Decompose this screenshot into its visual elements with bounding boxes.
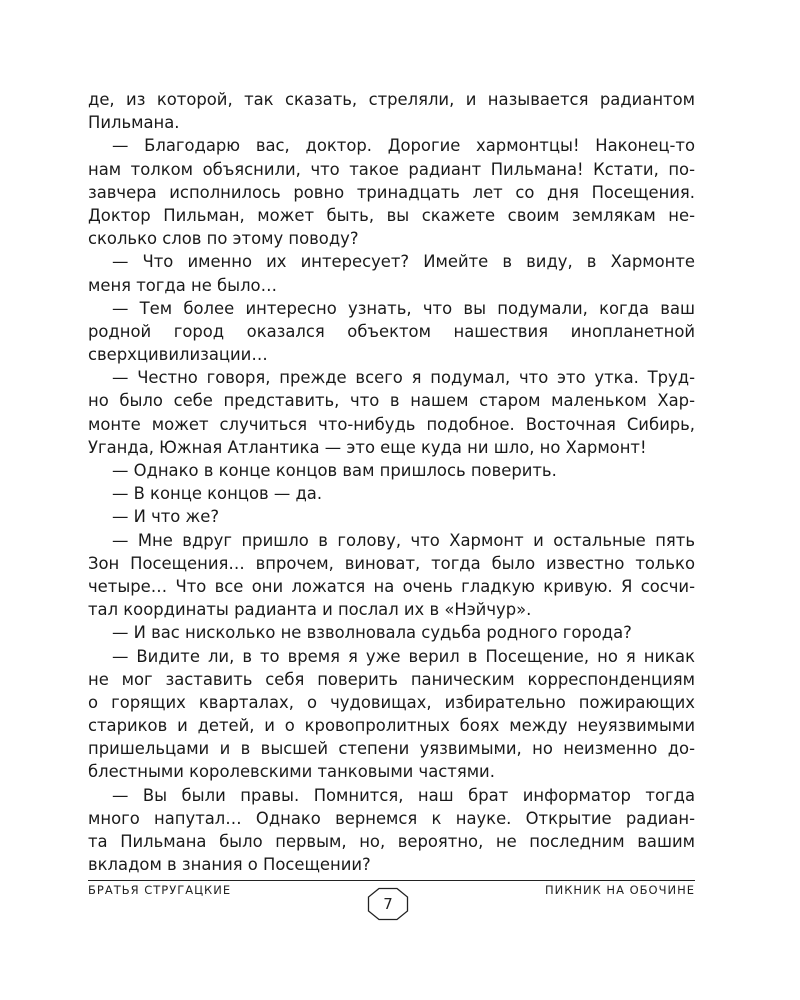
- text-line: блестными королевскими танковыми частями.: [88, 762, 495, 782]
- text-line: завчера исполнилось ровно тринадцать лет со дня Посещения.: [88, 182, 695, 202]
- text-line: четыре… Что все они ложатся на очень гладкую кривую. Я сосчи-: [88, 576, 695, 596]
- dialogue-line: — Видите ли, в то время я уже верил в Посещение, но я никак: [112, 646, 695, 666]
- text-line: нам толком объяснили, что такое радиант Пильмана! Кстати, по-: [88, 159, 695, 179]
- text-line: та Пильмана было первым, но, вероятно, не последним вашим: [88, 832, 695, 851]
- text-line: Уганда, Южная Атлантика — это еще куда ни шло, но Хармонт!: [88, 437, 647, 457]
- text-line: много напутал… Однако вернемся к науке. Открытие радиан-: [88, 808, 695, 828]
- dialogue-line: — В конце концов — да.: [112, 484, 323, 504]
- text-line: но было себе представить, что в нашем старом маленьком Хар-: [88, 391, 695, 411]
- dialogue-line: — И что же?: [112, 507, 220, 527]
- text-line: сверхцивилизации…: [88, 345, 268, 365]
- dialogue-line: — Мне вдруг пришло в голову, что Хармонт и остальные пять: [112, 530, 695, 550]
- footer-divider: [88, 880, 695, 881]
- text-line: вкладом в знания о Посещении?: [88, 855, 371, 875]
- text-line: меня тогда не было…: [88, 275, 277, 295]
- text-line: родной город оказался объектом нашествия инопланетной: [88, 321, 695, 341]
- text-line: монте может случиться что-нибудь подобное. Восточная Сибирь,: [88, 414, 695, 434]
- text-line: Пильмана.: [88, 113, 180, 133]
- dialogue-line: — Тем более интересно узнать, что вы подумали, когда ваш: [112, 298, 695, 318]
- dialogue-line: — Что именно их интересует? Имейте в виду, в Хармонте: [112, 252, 695, 272]
- footer-book-title: ПИКНИК НА ОБОЧИНЕ: [544, 883, 695, 897]
- text-line: о горящих кварталах, о чудовищах, избирательно пожирающих: [88, 692, 695, 712]
- text-line: стариков и детей, и о кровопролитных боях между неуязвимыми: [88, 716, 695, 736]
- text-line: Доктор Пильман, может быть, вы скажете своим землякам не-: [88, 205, 695, 225]
- body-text: [88, 88, 695, 876]
- dialogue-line: — Однако в конце концов вам пришлось поверить.: [112, 461, 557, 480]
- text-line: пришельцами и в высшей степени уязвимыми, но неизменно до-: [88, 739, 695, 759]
- dialogue-line: — Вы были правы. Помнится, наш брат информатор тогда: [112, 785, 695, 805]
- dialogue-line: — Честно говоря, прежде всего я подумал, что это утка. Труд-: [112, 368, 695, 388]
- dialogue-line: — И вас нисколько не взволновала судьба родного города?: [112, 623, 632, 643]
- dialogue-line: — Благодарю вас, доктор. Дорогие хармонтцы! Наконец-то: [112, 136, 695, 156]
- page-number-badge: [367, 887, 409, 921]
- text-line: Зон Посещения… впрочем, виноват, тогда было известно только: [88, 553, 695, 573]
- text-line: сколько слов по этому поводу?: [88, 229, 359, 249]
- text-line: тал координаты радианта и послал их в «Нэйчур».: [88, 600, 532, 620]
- footer-author: БРАТЬЯ СТРУГАЦКИЕ: [88, 883, 232, 897]
- text-line: де, из которой, так сказать, стреляли, и называется радиантом: [88, 90, 695, 109]
- text-line: не мог заставить себя поверить паническим корреспонденциям: [88, 669, 695, 689]
- page-number: 7: [383, 895, 393, 913]
